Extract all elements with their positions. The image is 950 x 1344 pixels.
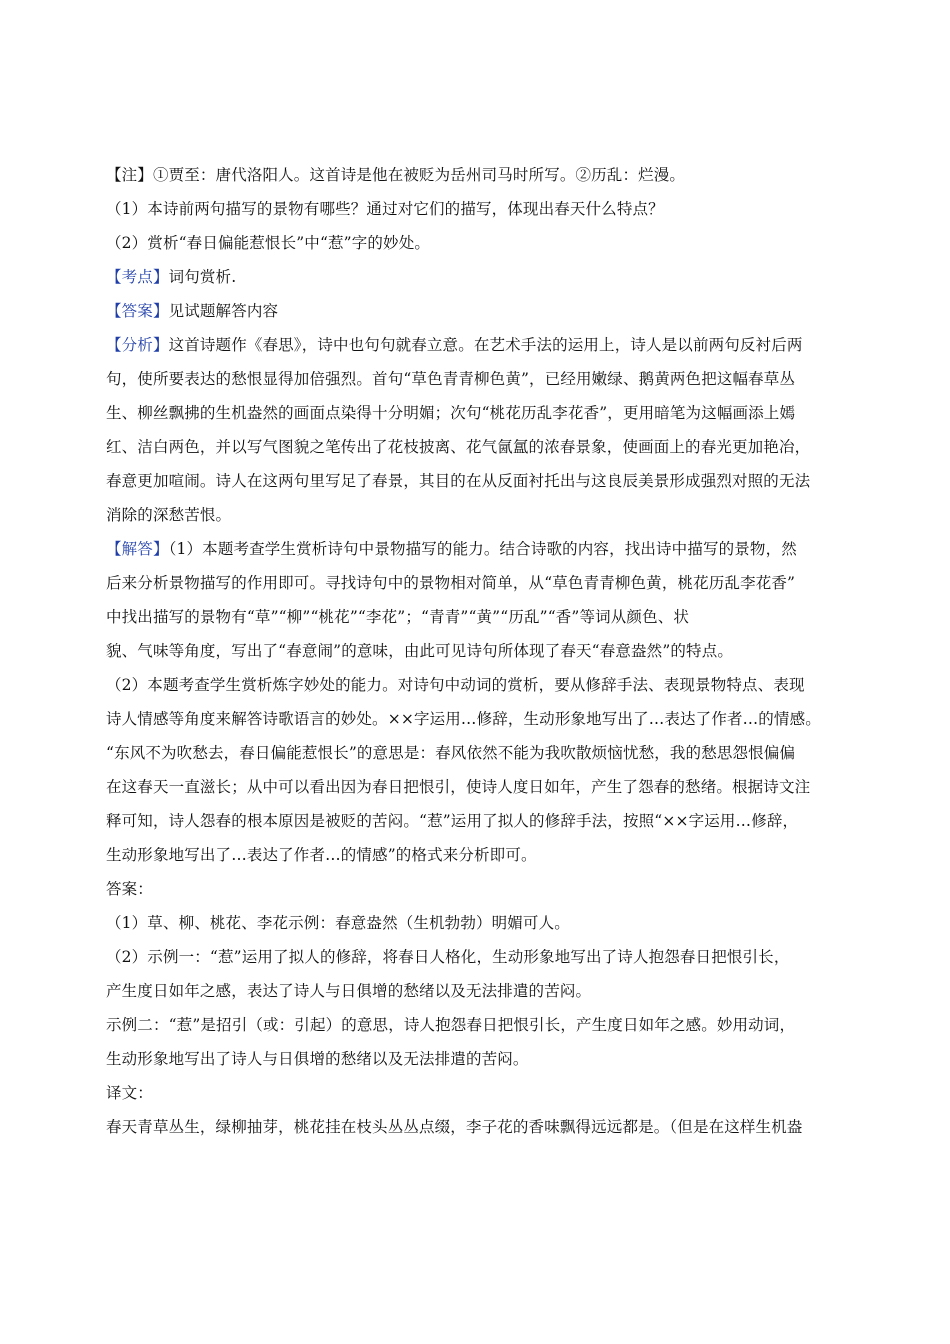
- jieda-text-1: （1）本题考查学生赏析诗句中景物描写的能力。结合诗歌的内容，找出诗中描写的景物，然: [168, 540, 797, 558]
- jieda-line-6: 诗人情感等角度来解答诗歌语言的妙处。××字运用…修辞，生动形象地写出了…表达了作者…的情感。: [106, 710, 821, 728]
- question-1: （1）本诗前两句描写的景物有哪些？通过对它们的描写，体现出春天什么特点？: [106, 200, 664, 218]
- jieda-line-10: 生动形象地写出了…表达了作者…的情感”的格式来分析即可。: [106, 846, 537, 864]
- jieda-line-5: （2）本题考查学生赏析炼字妙处的能力。对诗句中动词的赏析，要从修辞手法、表现景物特点、表现: [106, 676, 805, 694]
- fenxi-line-3: 生、柳丝飘拂的生机盎然的画面点染得十分明媚；次句“桃花历乱李花香”，更用暗笔为这幅画添上嫣: [106, 404, 796, 422]
- question-2: （2）赏析“春日偏能惹恨长”中“惹”字的妙处。: [106, 234, 431, 252]
- answer-line-2: （2）示例一：“惹”运用了拟人的修辞，将春日人格化，生动形象地写出了诗人抱怨春日把恨引长，: [106, 948, 790, 966]
- answer-line-5: 生动形象地写出了诗人与日俱增的愁绪以及无法排遣的苦闷。: [106, 1050, 529, 1068]
- jieda-tag: 【解答】: [106, 540, 169, 558]
- daan-text: 见试题解答内容: [168, 302, 279, 320]
- jieda-line-1: [106, 532, 876, 566]
- note-line: [106, 158, 876, 192]
- fenxi-line-1: [106, 328, 876, 362]
- answer-line-3: 产生度日如年之感，表达了诗人与日俱增的愁绪以及无法排遣的苦闷。: [106, 982, 592, 1000]
- answer-line-4: 示例二：“惹”是招引（或：引起）的意思，诗人抱怨春日把恨引长，产生度日如年之感。妙用动词，: [106, 1016, 796, 1034]
- fenxi-tag: 【分析】: [106, 336, 169, 354]
- document-page: [106, 158, 876, 1144]
- jieda-line-7: “东风不为吹愁去，春日偏能惹恨长”的意思是：春风依然不能为我吹散烦恼忧愁，我的愁思怨恨偏偏: [106, 744, 796, 762]
- jieda-line-3: 中找出描写的景物有“草”“柳”“桃花”“李花”；“青青”“黄”“历乱”“香”等词从颜色、状: [106, 608, 690, 626]
- kaodian-tag: 【考点】: [106, 268, 169, 286]
- kaodian-text: 词句赏析.: [168, 268, 237, 286]
- jieda-line-8: 在这春天一直滋长；从中可以看出因为春日把恨引，使诗人度日如年，产生了怨春的愁绪。根据诗文注: [106, 778, 811, 796]
- daan-tag: 【答案】: [106, 302, 169, 320]
- fenxi-text-1: 这首诗题作《春思》，诗中也句句就春立意。在艺术手法的运用上，诗人是以前两句反衬后两: [168, 336, 803, 354]
- note-text: ①贾至：唐代洛阳人。这首诗是他在被贬为岳州司马时所写。②历乱：烂漫。: [152, 166, 686, 184]
- kaodian-line: [106, 260, 876, 294]
- daan-line: [106, 294, 876, 328]
- fenxi-line-6: 消除的深愁苦恨。: [106, 506, 232, 524]
- translation-line-1: 春天青草丛生，绿柳抽芽，桃花挂在枝头丛丛点缀，李子花的香味飘得远远都是。（但是在这样生机盎: [106, 1118, 803, 1136]
- translation-label: 译文：: [106, 1084, 153, 1102]
- fenxi-line-5: 春意更加喧闹。诗人在这两句里写足了春景，其目的在从反面衬托出与这良辰美景形成强烈对照的无法: [106, 472, 811, 490]
- jieda-line-4: 貌、气味等角度，写出了“春意闹”的意味，由此可见诗句所体现了春天“春意盎然”的特点。: [106, 642, 733, 660]
- jieda-line-9: 释可知，诗人怨春的根本原因是被贬的苦闷。“惹”运用了拟人的修辞手法，按照“××字运用…修辞，: [106, 812, 799, 830]
- answer-line-1: （1）草、柳、桃花、李花示例：春意盎然（生机勃勃）明媚可人。: [106, 914, 570, 932]
- note-tag: 【注】: [106, 166, 153, 184]
- fenxi-line-4: 红、洁白两色，并以写气图貌之笔传出了花枝披离、花气氤氲的浓春景象，使画面上的春光更加艳冶，: [106, 438, 811, 456]
- jieda-line-2: 后来分析景物描写的作用即可。寻找诗句中的景物相对简单，从“草色青青柳色黄，桃花历乱李花香”: [106, 574, 796, 592]
- fenxi-line-2: 句，使所要表达的愁恨显得加倍强烈。首句“草色青青柳色黄”，已经用嫩绿、鹅黄两色把这幅春草丛: [106, 370, 796, 388]
- answer-label: 答案：: [106, 880, 153, 898]
